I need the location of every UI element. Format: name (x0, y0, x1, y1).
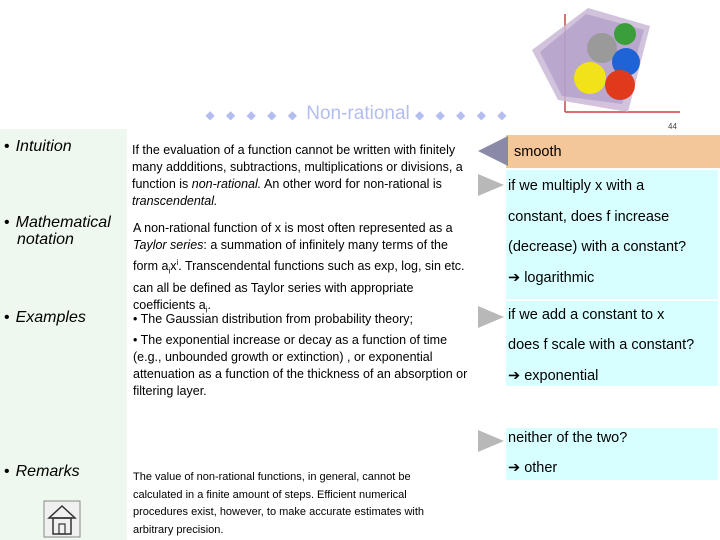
q3-line: neither of the two? (508, 430, 628, 446)
intuition-text: If the evaluation of a function cannot be written with finitely many addditions, subtractions, multiplications or divisions, a function is non-rational. An other word for non-rational is transcendental. (132, 143, 463, 208)
next-triangle-icon[interactable] (478, 306, 504, 328)
label-intuition: • Intuition (4, 138, 72, 155)
label-mathematical-notation: • Mathematical notation (4, 214, 111, 248)
q1-line1: if we multiply x with a (508, 178, 645, 194)
title-diamonds-left: ◆ ◆ ◆ ◆ ◆ (205, 108, 301, 122)
next-triangle-icon[interactable] (478, 174, 504, 196)
title-diamonds-right: ◆ ◆ ◆ ◆ ◆ (415, 108, 511, 122)
q2-line1: if we add a constant to x (508, 307, 665, 323)
q1-line3: (decrease) with a constant? (508, 239, 687, 255)
answer-logarithmic: ➔ logarithmic (508, 270, 595, 286)
q2-line2: does f scale with a constant? (508, 337, 695, 353)
label-examples: • Examples (4, 309, 86, 326)
arrow-icon: ➔ (508, 460, 521, 476)
page-number: 44 (668, 122, 677, 131)
answer-exponential: ➔ exponential (508, 368, 599, 384)
next-triangle-icon[interactable] (478, 430, 504, 452)
notation-text: A non-rational function of x is most often represented as a Taylor series: a summation of infinitely many terms of the form $a_ix^i$. Transcendental functions such as exp, log, sin etc. can all be defined as Taylor series with appropriate coefficients $a_i$. (133, 221, 465, 315)
home-icon[interactable] (43, 500, 81, 538)
smooth-label: smooth (514, 144, 562, 160)
example-gaussian: • The Gaussian distribution from probability theory; (133, 312, 413, 326)
arrow-icon: ➔ (508, 270, 521, 286)
slide-title (188, 103, 528, 125)
spheres-logo-icon (520, 0, 690, 118)
label-remarks: • Remarks (4, 463, 80, 480)
back-triangle-icon[interactable] (478, 136, 508, 166)
q1-line2: constant, does f increase (508, 209, 670, 225)
example-exponential: • The exponential increase or decay as a function of time (e.g., unbounded growth or extinction) , or exponential attenuation as a function of the thickness of an absorption or filtering layer. (133, 333, 468, 398)
title-text: Non-rational (306, 103, 410, 124)
answer-other: ➔ other (508, 460, 558, 476)
remarks-text: The value of non-rational functions, in general, cannot be calculated in a finite amount of steps. Efficient numerical procedures exist, however, to make accurate estimates with arbitrary precision. (133, 471, 425, 536)
arrow-icon: ➔ (508, 368, 521, 384)
